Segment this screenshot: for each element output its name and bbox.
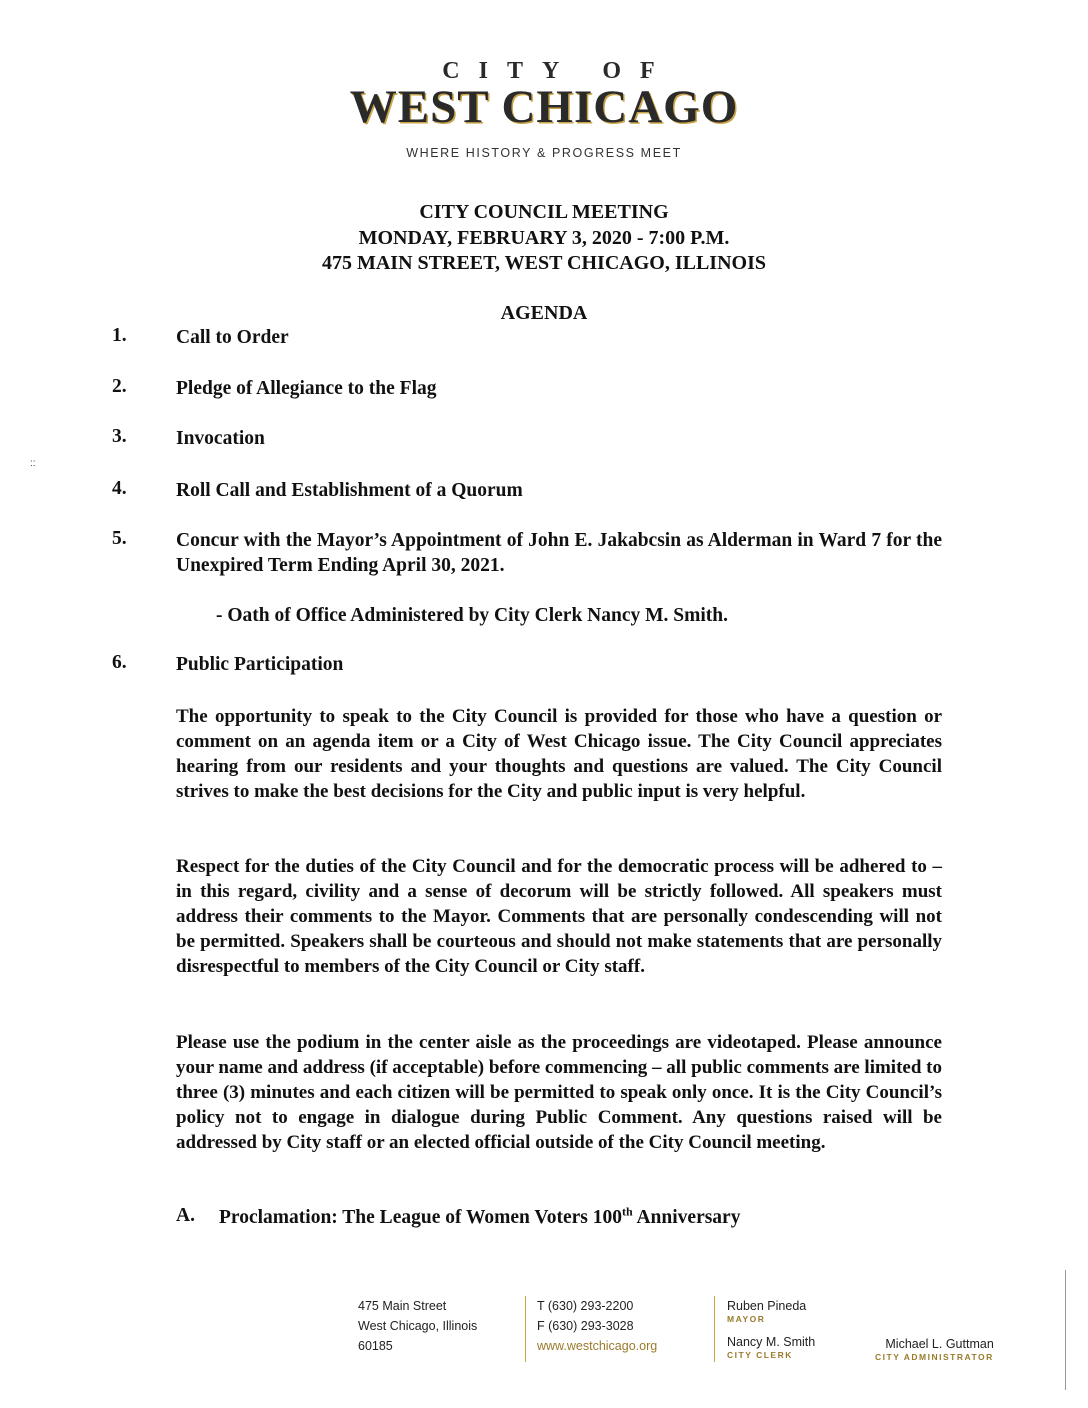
footer-address-line: West Chicago, Illinois <box>358 1319 478 1333</box>
sub-item-label: A. <box>176 1205 195 1226</box>
proclamation-text: Proclamation: The League of Women Voters 100 <box>219 1207 622 1228</box>
agenda-item-number: 1. <box>112 325 127 346</box>
letterhead-tagline: WHERE HISTORY & PROGRESS MEET <box>406 146 682 160</box>
agenda-item-number: 5. <box>112 528 127 549</box>
public-participation-paragraph: The opportunity to speak to the City Council is provided for those who have a question or comment on an agenda item or a City of West Chicago issue. The City Council appreciates hearing from our residents and your thoughts and questions are valued. The City Council strives to make the best decisions for the City and public input is very helpful. <box>176 706 942 802</box>
logo-city-of: CITY OF <box>442 58 674 84</box>
footer-address <box>358 1296 477 1356</box>
footer-admin-name: Michael L. Guttman <box>885 1337 994 1351</box>
footer-address-line: 60185 <box>358 1339 393 1353</box>
agenda-item-number: 2. <box>112 376 127 397</box>
agenda-item-number: 3. <box>112 426 127 447</box>
agenda-item-number: 4. <box>112 478 127 499</box>
footer-website[interactable]: www.westchicago.org <box>537 1339 658 1353</box>
proclamation-item <box>219 1205 919 1230</box>
agenda-item-text: Pledge of Allegiance to the Flag <box>176 378 437 399</box>
footer-mayor-name: Ruben Pineda <box>727 1299 807 1313</box>
footer-fax: F (630) 293-3028 <box>537 1319 634 1333</box>
footer-admin-role: CITY ADMINISTRATOR <box>875 1352 994 1362</box>
agenda-item-text: Roll Call and Establishment of a Quorum <box>176 480 523 501</box>
logo-city-name: WEST CHICAGO <box>349 81 739 133</box>
meeting-title: CITY COUNCIL MEETING <box>419 201 669 223</box>
agenda-item-text: Call to Order <box>176 327 289 348</box>
footer-clerk-name: Nancy M. Smith <box>727 1335 816 1349</box>
footer-clerk-role: CITY CLERK <box>727 1350 793 1360</box>
oath-of-office-note: - Oath of Office Administered by City Clerk Nancy M. Smith. <box>216 605 729 626</box>
proclamation-text-end: Anniversary <box>632 1207 741 1228</box>
agenda-item-text: Public Participation <box>176 654 344 675</box>
agenda-item-text: Invocation <box>176 428 265 449</box>
footer-mayor-role: MAYOR <box>727 1314 766 1324</box>
public-participation-paragraph: Please use the podium in the center aisle as the proceedings are videotaped. Please announce your name and address (if acceptable) before commencing – all public comments are limited to three (3) minutes and each citizen will be permitted to speak only once. It is the City Council’s policy not to engage in dialogue during Public Comment. Any questions raised will be addressed by City staff or an elected official outside of the City Council meeting. <box>176 1032 942 1153</box>
agenda-title: AGENDA <box>500 302 588 324</box>
meeting-date-time: MONDAY, FEBRUARY 3, 2020 - 7:00 P.M. <box>358 227 730 249</box>
agenda-item-number: 6. <box>112 652 127 673</box>
footer-contact <box>537 1296 657 1356</box>
public-participation-paragraph: Respect for the duties of the City Council and for the democratic process will be adhered to – in this regard, civility and a sense of decorum will be strictly followed. All speakers must address their comments to the Mayor. Comments that are personally condescending will not be permitted. Speakers shall be courteous and should not make statements that are personally disrespectful to members of the City Council or City staff. <box>176 856 942 977</box>
margin-mark: :: <box>30 458 36 469</box>
meeting-location: 475 MAIN STREET, WEST CHICAGO, ILLINOIS <box>321 252 766 274</box>
footer-address-line: 475 Main Street <box>358 1299 447 1313</box>
footer-divider <box>525 1296 526 1362</box>
proclamation-ordinal: th <box>622 1204 633 1219</box>
agenda-item-text: Concur with the Mayor’s Appointment of John E. Jakabcsin as Alderman in Ward 7 for the Unexpired Term Ending April 30, 2021. <box>176 530 942 576</box>
footer-officials <box>727 1296 815 1360</box>
footer-administrator <box>875 1334 994 1362</box>
footer-divider <box>714 1296 715 1362</box>
footer-phone: T (630) 293-2200 <box>537 1299 634 1313</box>
scan-edge-line <box>1065 1270 1066 1390</box>
